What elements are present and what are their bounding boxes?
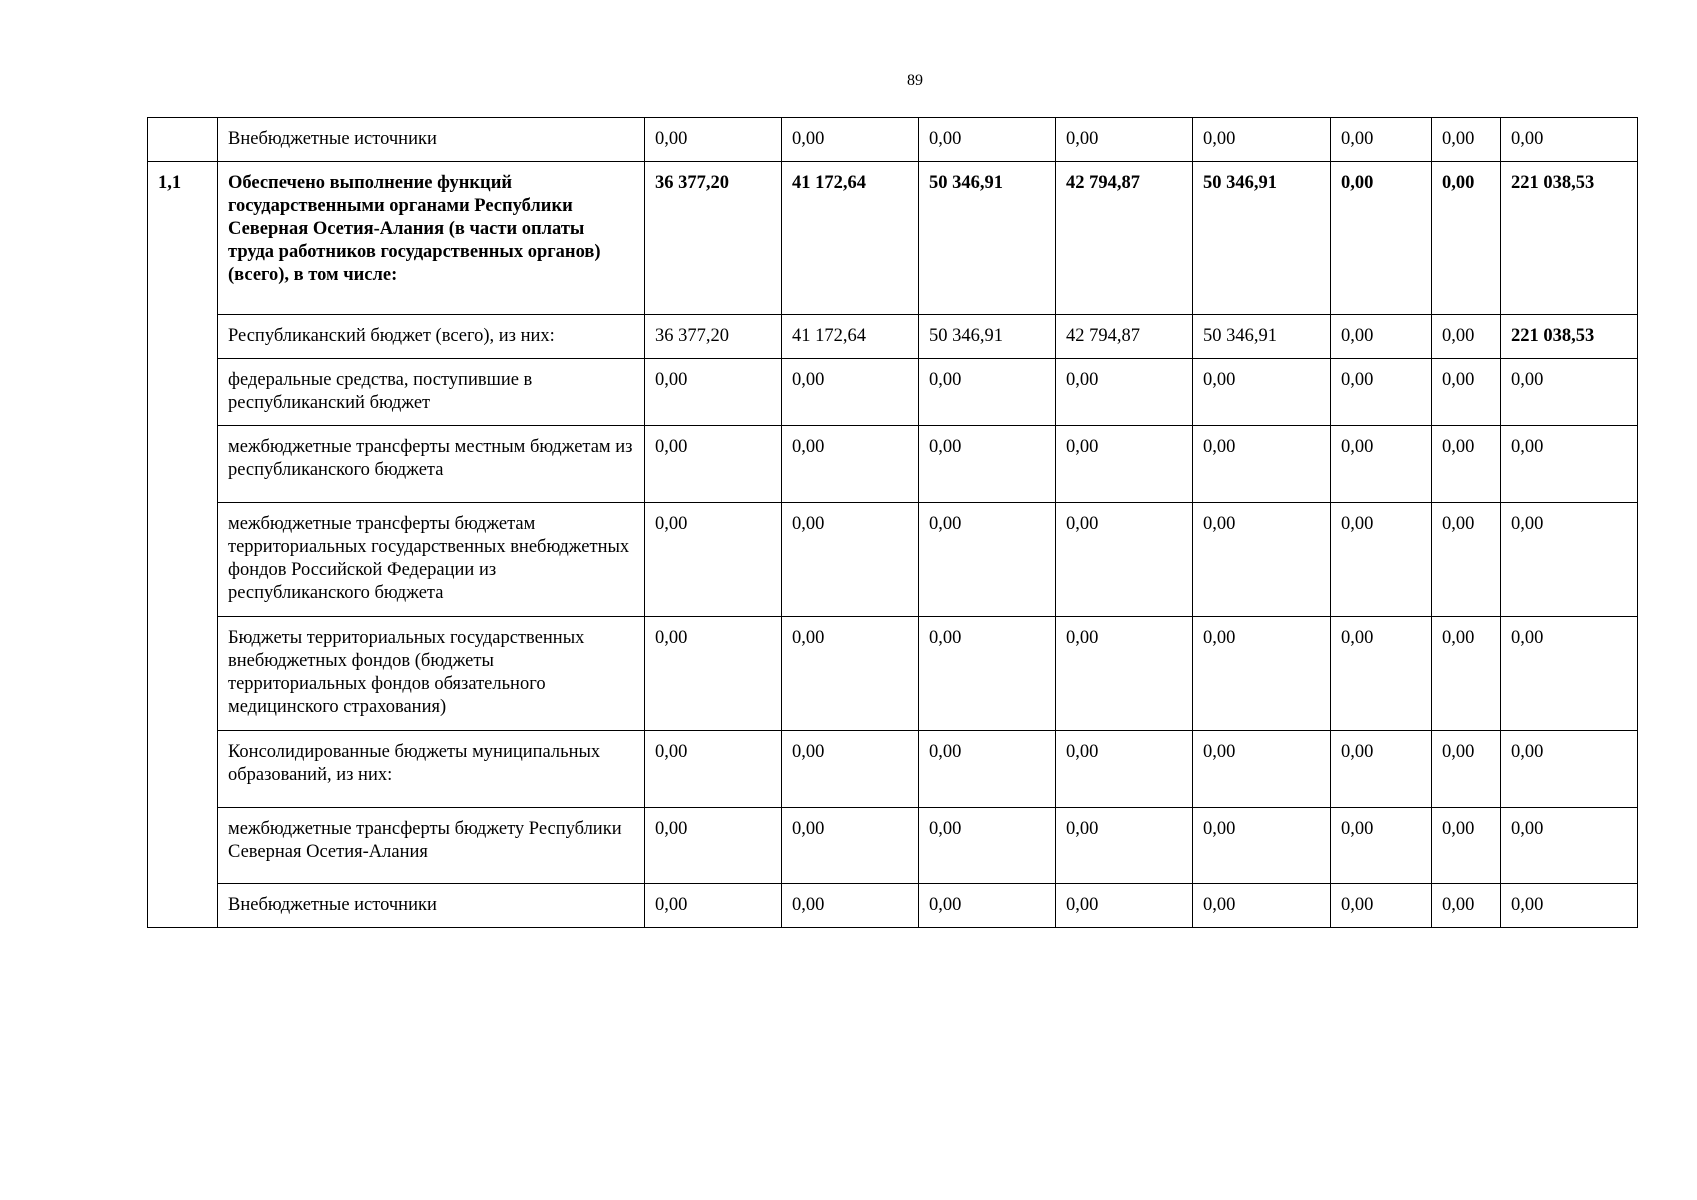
value-cell: 0,00 [1432,617,1501,731]
value-cell: 0,00 [1331,118,1432,162]
value-cell: 0,00 [1432,118,1501,162]
value-cell: 0,00 [1193,808,1331,884]
value-cell: 41 172,64 [782,162,919,315]
value-cell: 0,00 [1501,884,1638,928]
description-cell: Внебюджетные источники [218,884,645,928]
value-cell: 0,00 [645,617,782,731]
value-cell: 0,00 [1432,426,1501,503]
value-cell: 0,00 [1056,617,1193,731]
table-row [148,503,1638,617]
value-cell: 0,00 [645,731,782,808]
value-cell: 36 377,20 [645,162,782,315]
description-cell: Консолидированные бюджеты муниципальных образований, из них: [218,731,645,808]
budget-table [147,117,1638,928]
description-cell: Бюджеты территориальных государственных внебюджетных фондов (бюджеты территориальных фондов обязательного медицинского страхования) [218,617,645,731]
value-cell: 0,00 [645,426,782,503]
value-cell: 0,00 [919,426,1056,503]
table-row [148,315,1638,359]
value-cell: 0,00 [782,731,919,808]
value-cell: 0,00 [1432,503,1501,617]
value-cell: 0,00 [919,731,1056,808]
value-cell: 0,00 [1331,884,1432,928]
row-number-cell: 1,1 [148,162,218,928]
value-cell: 0,00 [645,808,782,884]
description-cell: межбюджетные трансферты бюджетам территориальных государственных внебюджетных фондов Российской Федерации из республиканского бюджета [218,503,645,617]
value-cell: 0,00 [1501,359,1638,426]
value-cell: 0,00 [1193,118,1331,162]
value-cell: 0,00 [1432,884,1501,928]
value-cell: 0,00 [645,359,782,426]
value-cell: 0,00 [1331,315,1432,359]
value-cell: 0,00 [1331,503,1432,617]
value-cell: 0,00 [1331,731,1432,808]
value-cell: 0,00 [1056,503,1193,617]
value-cell: 42 794,87 [1056,162,1193,315]
value-cell: 0,00 [1501,426,1638,503]
value-cell: 0,00 [919,884,1056,928]
table-row [148,359,1638,426]
value-cell: 42 794,87 [1056,315,1193,359]
value-cell: 0,00 [782,359,919,426]
table-row [148,884,1638,928]
row-number-cell [148,118,218,162]
value-cell: 0,00 [1331,808,1432,884]
table-row [148,731,1638,808]
value-cell: 0,00 [782,118,919,162]
value-cell: 50 346,91 [1193,315,1331,359]
table-row [148,617,1638,731]
value-cell: 0,00 [1193,359,1331,426]
description-cell: межбюджетные трансферты местным бюджетам из республиканского бюджета [218,426,645,503]
value-cell: 0,00 [1056,731,1193,808]
value-cell: 0,00 [1193,503,1331,617]
value-cell: 0,00 [1432,808,1501,884]
value-cell: 0,00 [1501,617,1638,731]
value-cell: 0,00 [645,884,782,928]
value-cell: 0,00 [1331,617,1432,731]
value-cell: 0,00 [782,884,919,928]
value-cell: 0,00 [1432,731,1501,808]
value-cell: 0,00 [1501,503,1638,617]
value-cell: 0,00 [645,503,782,617]
value-cell: 50 346,91 [919,162,1056,315]
value-cell: 0,00 [1432,162,1501,315]
value-cell: 221 038,53 [1501,315,1638,359]
page-number: 89 [907,72,923,89]
value-cell: 0,00 [1331,359,1432,426]
value-cell: 0,00 [1056,118,1193,162]
value-cell: 41 172,64 [782,315,919,359]
table-row [148,118,1638,162]
value-cell: 0,00 [1501,808,1638,884]
value-cell: 0,00 [1193,426,1331,503]
value-cell: 0,00 [1331,162,1432,315]
description-cell: федеральные средства, поступившие в республиканский бюджет [218,359,645,426]
value-cell: 0,00 [1193,884,1331,928]
value-cell: 50 346,91 [1193,162,1331,315]
description-cell: межбюджетные трансферты бюджету Республики Северная Осетия-Алания [218,808,645,884]
value-cell: 50 346,91 [919,315,1056,359]
value-cell: 0,00 [1193,731,1331,808]
value-cell: 0,00 [782,808,919,884]
value-cell: 0,00 [1056,359,1193,426]
value-cell: 0,00 [782,503,919,617]
value-cell: 0,00 [782,426,919,503]
value-cell: 0,00 [782,617,919,731]
value-cell: 0,00 [919,617,1056,731]
table-row [148,162,1638,315]
value-cell: 0,00 [919,808,1056,884]
value-cell: 0,00 [919,503,1056,617]
value-cell: 0,00 [1331,426,1432,503]
table-row [148,808,1638,884]
value-cell: 0,00 [1193,617,1331,731]
description-cell: Обеспечено выполнение функций государственными органами Республики Северная Осетия-Алания (в части оплаты труда работников государственных органов) (всего), в том числе: [218,162,645,315]
table-row [148,426,1638,503]
value-cell: 36 377,20 [645,315,782,359]
value-cell: 0,00 [919,359,1056,426]
description-cell: Республиканский бюджет (всего), из них: [218,315,645,359]
value-cell: 0,00 [919,118,1056,162]
value-cell: 0,00 [1432,315,1501,359]
value-cell: 0,00 [1432,359,1501,426]
value-cell: 0,00 [1501,731,1638,808]
description-cell: Внебюджетные источники [218,118,645,162]
value-cell: 0,00 [1501,118,1638,162]
value-cell: 0,00 [1056,884,1193,928]
value-cell: 0,00 [645,118,782,162]
value-cell: 0,00 [1056,426,1193,503]
value-cell: 221 038,53 [1501,162,1638,315]
value-cell: 0,00 [1056,808,1193,884]
